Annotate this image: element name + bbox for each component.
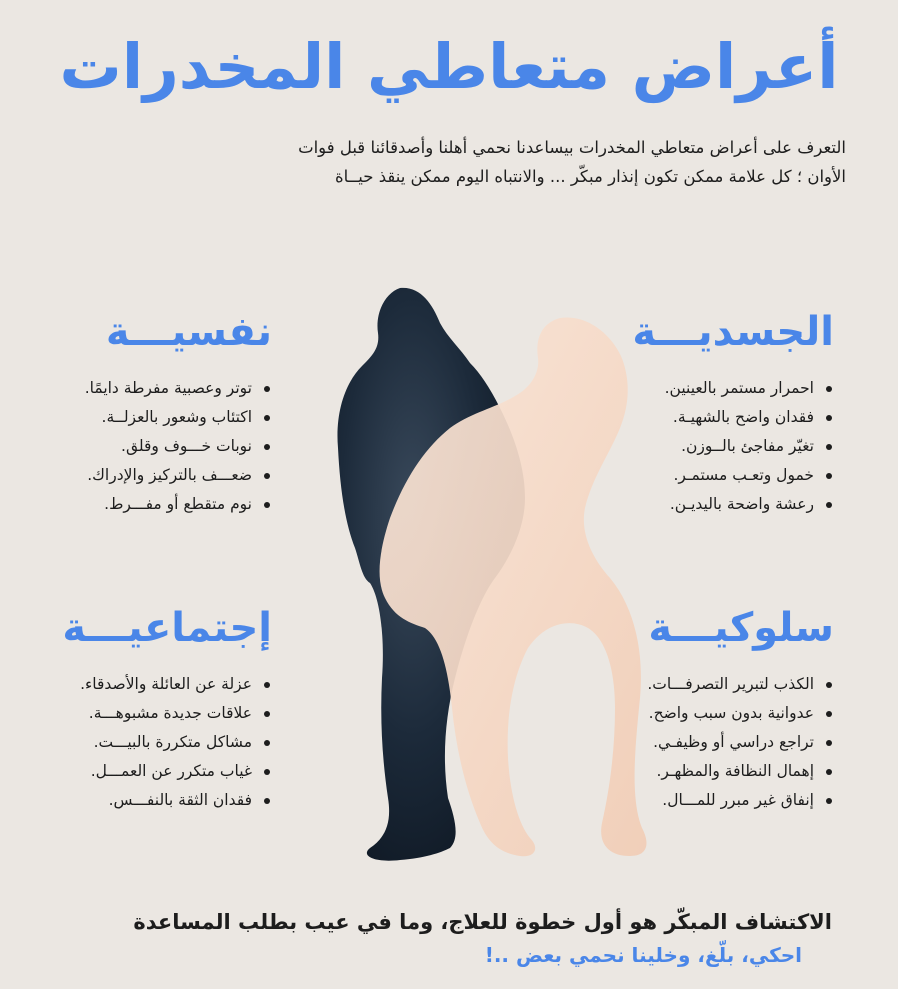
list-item: رعشة واضحة باليديـن.: [632, 490, 834, 519]
list-item: ضعـــف بالتركيز والإدراك.: [85, 461, 272, 490]
intro-line-1: التعرف على أعراض متعاطي المخدرات بيساعدنا نحمي أهلنا وأصدقائنا قبل فوات: [298, 138, 846, 157]
footer-message: [52, 906, 832, 972]
list-item: تراجع دراسي أو وظيفـي.: [647, 728, 834, 757]
intro-text: [146, 133, 846, 191]
section-title-social: إجتماعيـــة: [62, 605, 272, 651]
silhouette-illustration: [330, 278, 650, 868]
footer-line-2: احكي، بلّغ، وخلينا نحمي بعض ..!: [484, 943, 802, 967]
symptom-list: [85, 374, 272, 519]
list-item: تغيّر مفاجئ بالــوزن.: [632, 432, 834, 461]
section-social: [62, 606, 272, 815]
list-item: احمرار مستمر بالعينين.: [632, 374, 834, 403]
list-item: إهمال النظافة والمظهـر.: [647, 757, 834, 786]
list-item: فقدان واضح بالشهيـة.: [632, 403, 834, 432]
section-behavioral: [647, 606, 834, 815]
page-title: أعراض متعاطي المخدرات: [59, 30, 839, 103]
list-item: اكتئاب وشعور بالعزلــة.: [85, 403, 272, 432]
list-item: إنفاق غير مبرر للمـــال.: [647, 786, 834, 815]
section-title-psychological: نفسيـــة: [105, 309, 272, 355]
list-item: عدوانية بدون سبب واضح.: [647, 699, 834, 728]
section-physical: [632, 310, 834, 519]
symptom-list: [647, 670, 834, 815]
symptom-list: [62, 670, 272, 815]
list-item: مشاكل متكررة بالبيـــت.: [62, 728, 272, 757]
list-item: عزلة عن العائلة والأصدقاء.: [62, 670, 272, 699]
symptom-list: [632, 374, 834, 519]
list-item: غياب متكرر عن العمـــل.: [62, 757, 272, 786]
section-title-behavioral: سلوكيـــة: [648, 605, 834, 651]
section-title-physical: الجسديـــة: [632, 309, 834, 355]
intro-line-2: الأوان ؛ كل علامة ممكن تكون إنذار مبكّر ... والانتباه اليوم ممكن ينقذ حيــاة: [334, 167, 846, 186]
footer-line-1: الاكتشاف المبكّر هو أول خطوة للعلاج، وما في عيب بطلب المساعدة: [133, 910, 832, 934]
list-item: خمول وتعـب مستمـر.: [632, 461, 834, 490]
section-psychological: [85, 310, 272, 519]
list-item: الكذب لتبرير التصرفـــات.: [647, 670, 834, 699]
list-item: علاقات جديدة مشبوهـــة.: [62, 699, 272, 728]
list-item: توتر وعصبية مفرطة دايمًا.: [85, 374, 272, 403]
list-item: فقدان الثقة بالنفـــس.: [62, 786, 272, 815]
list-item: نوبات خـــوف وقلق.: [85, 432, 272, 461]
list-item: نوم متقطع أو مفـــرط.: [85, 490, 272, 519]
